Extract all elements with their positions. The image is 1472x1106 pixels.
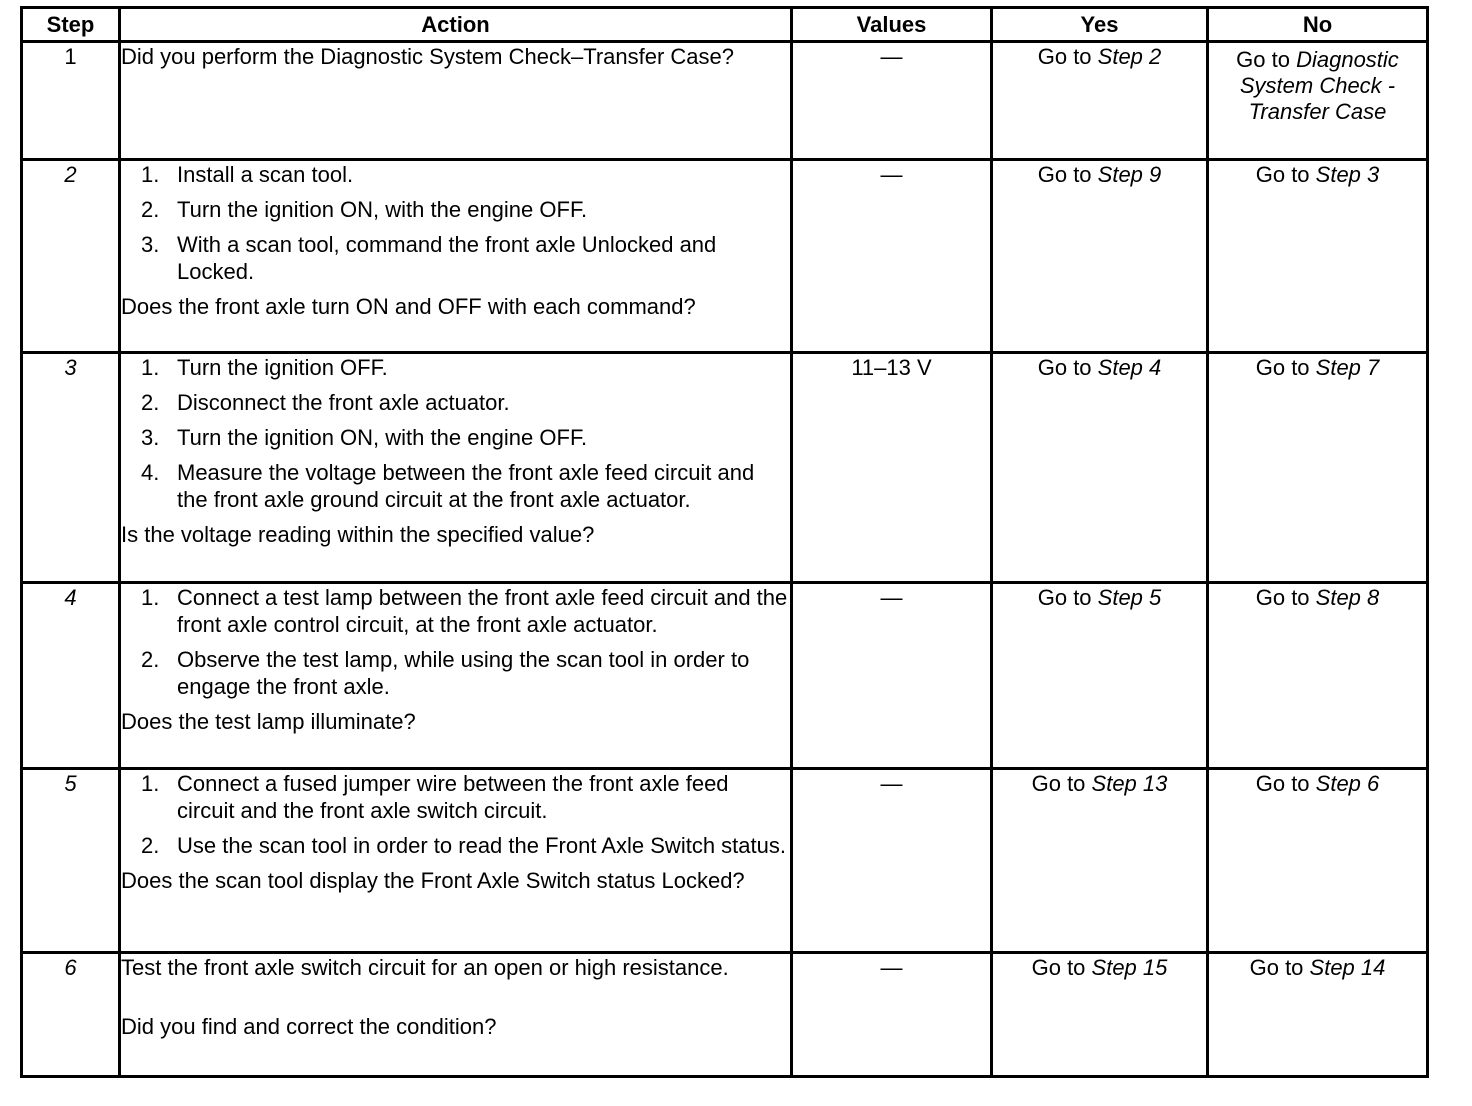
yes-prefix: Go to <box>1037 355 1098 380</box>
value-cell: — <box>792 769 992 953</box>
substep-item: 1. Turn the ignition OFF. <box>141 355 388 380</box>
substep-item: 4. Measure the voltage between the front axle feed circuit and the front axle ground circuit at the front axle actuator. <box>141 460 755 512</box>
no-link[interactable]: Step 8 <box>1315 585 1380 610</box>
action-cell <box>120 583 792 769</box>
no-link[interactable]: Diagnostic System Check - Transfer Case <box>1239 47 1399 124</box>
yes-cell[interactable] <box>992 953 1208 1077</box>
action-text: Did you perform the Diagnostic System Check–Transfer Case? <box>121 44 734 69</box>
step-number: 3 <box>22 353 120 583</box>
yes-link[interactable]: Step 9 <box>1097 162 1162 187</box>
substep-item: 2. Observe the test lamp, while using the scan tool in order to engage the front axle. <box>141 647 750 699</box>
question-text: Did you find and correct the condition? <box>121 1014 497 1039</box>
header-action: Action <box>120 8 792 42</box>
substep-list <box>121 770 790 859</box>
action-cell <box>120 42 792 160</box>
yes-link[interactable]: Step 5 <box>1097 585 1162 610</box>
action-text: Test the front axle switch circuit for an open or high resistance. <box>121 955 729 980</box>
yes-cell[interactable] <box>992 769 1208 953</box>
no-cell[interactable] <box>1208 160 1428 353</box>
substep-item: 1. Connect a test lamp between the front axle feed circuit and the front axle control circuit, at the front axle actuator. <box>141 585 788 637</box>
yes-prefix: Go to <box>1037 44 1098 69</box>
table-row-step-3 <box>22 353 1428 583</box>
question-text: Does the test lamp illuminate? <box>121 709 416 734</box>
step-number: 1 <box>22 42 120 160</box>
value-cell: 11–13 V <box>792 353 992 583</box>
yes-cell[interactable] <box>992 42 1208 160</box>
table-row-step-4 <box>22 583 1428 769</box>
substep-list <box>121 584 790 700</box>
no-link[interactable]: Step 6 <box>1315 771 1380 796</box>
yes-prefix: Go to <box>1031 955 1092 980</box>
header-step: Step <box>22 8 120 42</box>
substep-item: 2. Disconnect the front axle actuator. <box>141 390 510 415</box>
substep-list <box>121 354 790 513</box>
header-yes: Yes <box>992 8 1208 42</box>
step-number: 6 <box>22 953 120 1077</box>
step-number: 5 <box>22 769 120 953</box>
no-prefix: Go to <box>1255 355 1316 380</box>
value-cell: — <box>792 160 992 353</box>
table-row-step-2 <box>22 160 1428 353</box>
no-cell[interactable] <box>1208 353 1428 583</box>
question-text: Is the voltage reading within the specified value? <box>121 522 595 547</box>
yes-link[interactable]: Step 13 <box>1091 771 1168 796</box>
step-number: 2 <box>22 160 120 353</box>
yes-prefix: Go to <box>1031 771 1092 796</box>
value-cell: — <box>792 953 992 1077</box>
value-cell: — <box>792 42 992 160</box>
substep-item: 3. Turn the ignition ON, with the engine OFF. <box>141 425 588 450</box>
table-row-step-6 <box>22 953 1428 1077</box>
no-link[interactable]: Step 7 <box>1315 355 1380 380</box>
yes-prefix: Go to <box>1037 585 1098 610</box>
action-cell <box>120 160 792 353</box>
value-cell: — <box>792 583 992 769</box>
substep-item: 1. Install a scan tool. <box>141 162 354 187</box>
no-cell[interactable] <box>1208 42 1428 160</box>
substep-item: 2. Turn the ignition ON, with the engine OFF. <box>141 197 588 222</box>
diagnostic-table <box>20 6 1429 1078</box>
substep-item: 3. With a scan tool, command the front axle Unlocked and Locked. <box>141 232 717 284</box>
action-cell <box>120 953 792 1077</box>
table-row-step-5 <box>22 769 1428 953</box>
yes-cell[interactable] <box>992 353 1208 583</box>
header-values: Values <box>792 8 992 42</box>
no-prefix: Go to <box>1255 162 1316 187</box>
no-link[interactable]: Step 14 <box>1309 955 1386 980</box>
no-link[interactable]: Step 3 <box>1315 162 1380 187</box>
yes-prefix: Go to <box>1037 162 1098 187</box>
substep-item: 1. Connect a fused jumper wire between the front axle feed circuit and the front axle switch circuit. <box>141 771 729 823</box>
yes-cell[interactable] <box>992 160 1208 353</box>
no-prefix: Go to <box>1249 955 1310 980</box>
step-number: 4 <box>22 583 120 769</box>
question-text: Does the front axle turn ON and OFF with each command? <box>121 294 696 319</box>
no-cell[interactable] <box>1208 769 1428 953</box>
action-cell <box>120 353 792 583</box>
action-cell <box>120 769 792 953</box>
yes-link[interactable]: Step 2 <box>1097 44 1162 69</box>
yes-cell[interactable] <box>992 583 1208 769</box>
substep-list <box>121 161 790 285</box>
no-prefix: Go to <box>1255 771 1316 796</box>
no-cell[interactable] <box>1208 953 1428 1077</box>
yes-link[interactable]: Step 4 <box>1097 355 1162 380</box>
table-row-step-1 <box>22 42 1428 160</box>
header-no: No <box>1208 8 1428 42</box>
header-row <box>22 8 1428 42</box>
question-text: Does the scan tool display the Front Axle Switch status Locked? <box>121 868 745 893</box>
no-prefix: Go to <box>1255 585 1316 610</box>
substep-item: 2. Use the scan tool in order to read the Front Axle Switch status. <box>141 833 786 858</box>
yes-link[interactable]: Step 15 <box>1091 955 1168 980</box>
no-cell[interactable] <box>1208 583 1428 769</box>
no-prefix: Go to <box>1236 47 1297 72</box>
